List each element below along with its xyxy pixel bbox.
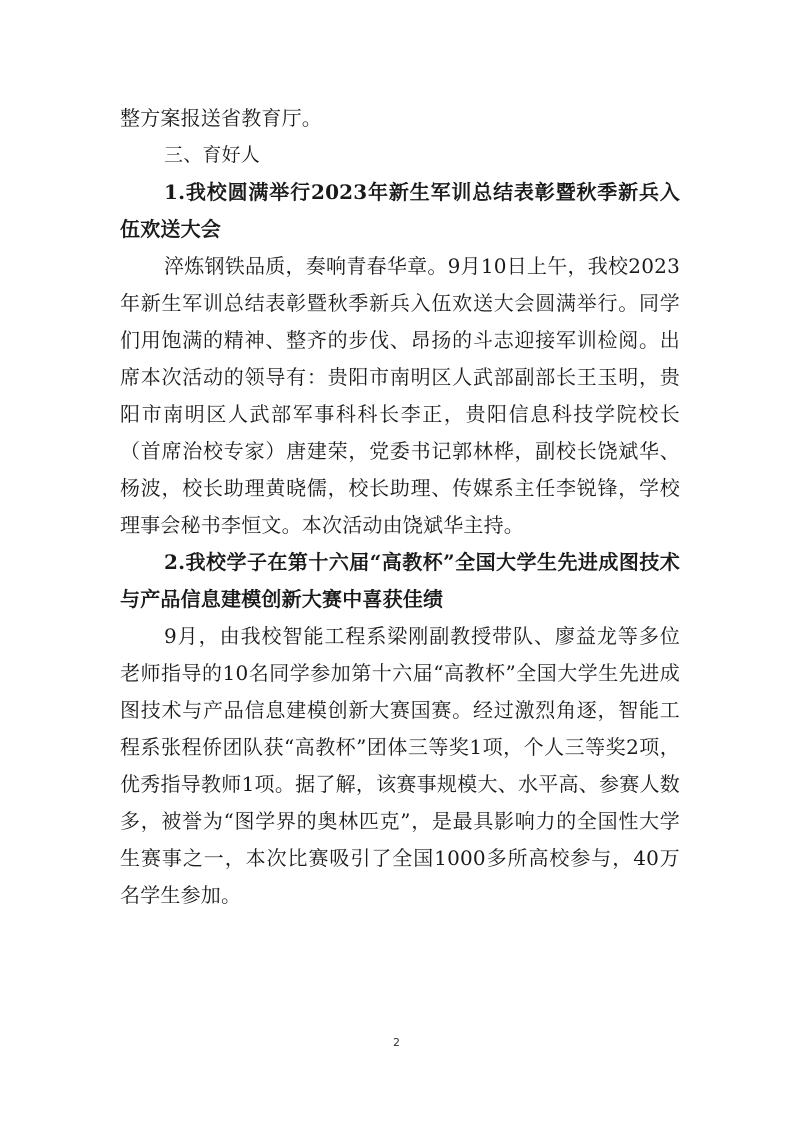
item-2-title: 2.我校学子在第十六届“高教杯”全国大学生先进成图技术与产品信息建模创新大赛中喜获佳绩 — [120, 550, 680, 611]
continuation-paragraph: 整方案报送省教育厅。 — [120, 106, 322, 130]
page-number: 2 — [393, 1036, 400, 1049]
item-1-title: 1.我校圆满举行2023年新生军训总结表彰暨秋季新兵入伍欢送大会 — [120, 180, 680, 241]
item-1-body: 淬炼钢铁品质，奏响青春华章。9月10日上午，我校2023年新生军训总结表彰暨秋季新兵入伍欢送大会圆满举行。同学们用饱满的精神、整齐的步伐、昂扬的斗志迎接军训检阅。出席本次活动的领导有：贵阳市南明区人武部副部长王玉明，贵阳市南明区人武部军事科科长李正，贵阳信息科技学院校长（首席治校专家）唐建荣，党委书记郭林桦，副校长饶斌华、杨波，校长助理黄晓儒，校长助理、传媒系主任李锐锋，学校理事会秘书李恒文。本次活动由饶斌华主持。 — [120, 254, 680, 537]
section-heading: 三、育好人 — [164, 144, 261, 166]
document-body — [120, 100, 680, 914]
item-2-body: 9月，由我校智能工程系梁刚副教授带队、廖益龙等多位老师指导的10名同学参加第十六届“高教杯”全国大学生先进成图技术与产品信息建模创新大赛国赛。经过激烈角逐，智能工程系张程侨团队获“高教杯”团体三等奖1项，个人三等奖2项，优秀指导教师1项。据了解，该赛事规模大、水平高、参赛人数多，被誉为“图学界的奥林匹克”，是最具影响力的全国性大学生赛事之一，本次比赛吸引了全国1000多所高校参与，40万名学生参加。 — [120, 624, 680, 907]
